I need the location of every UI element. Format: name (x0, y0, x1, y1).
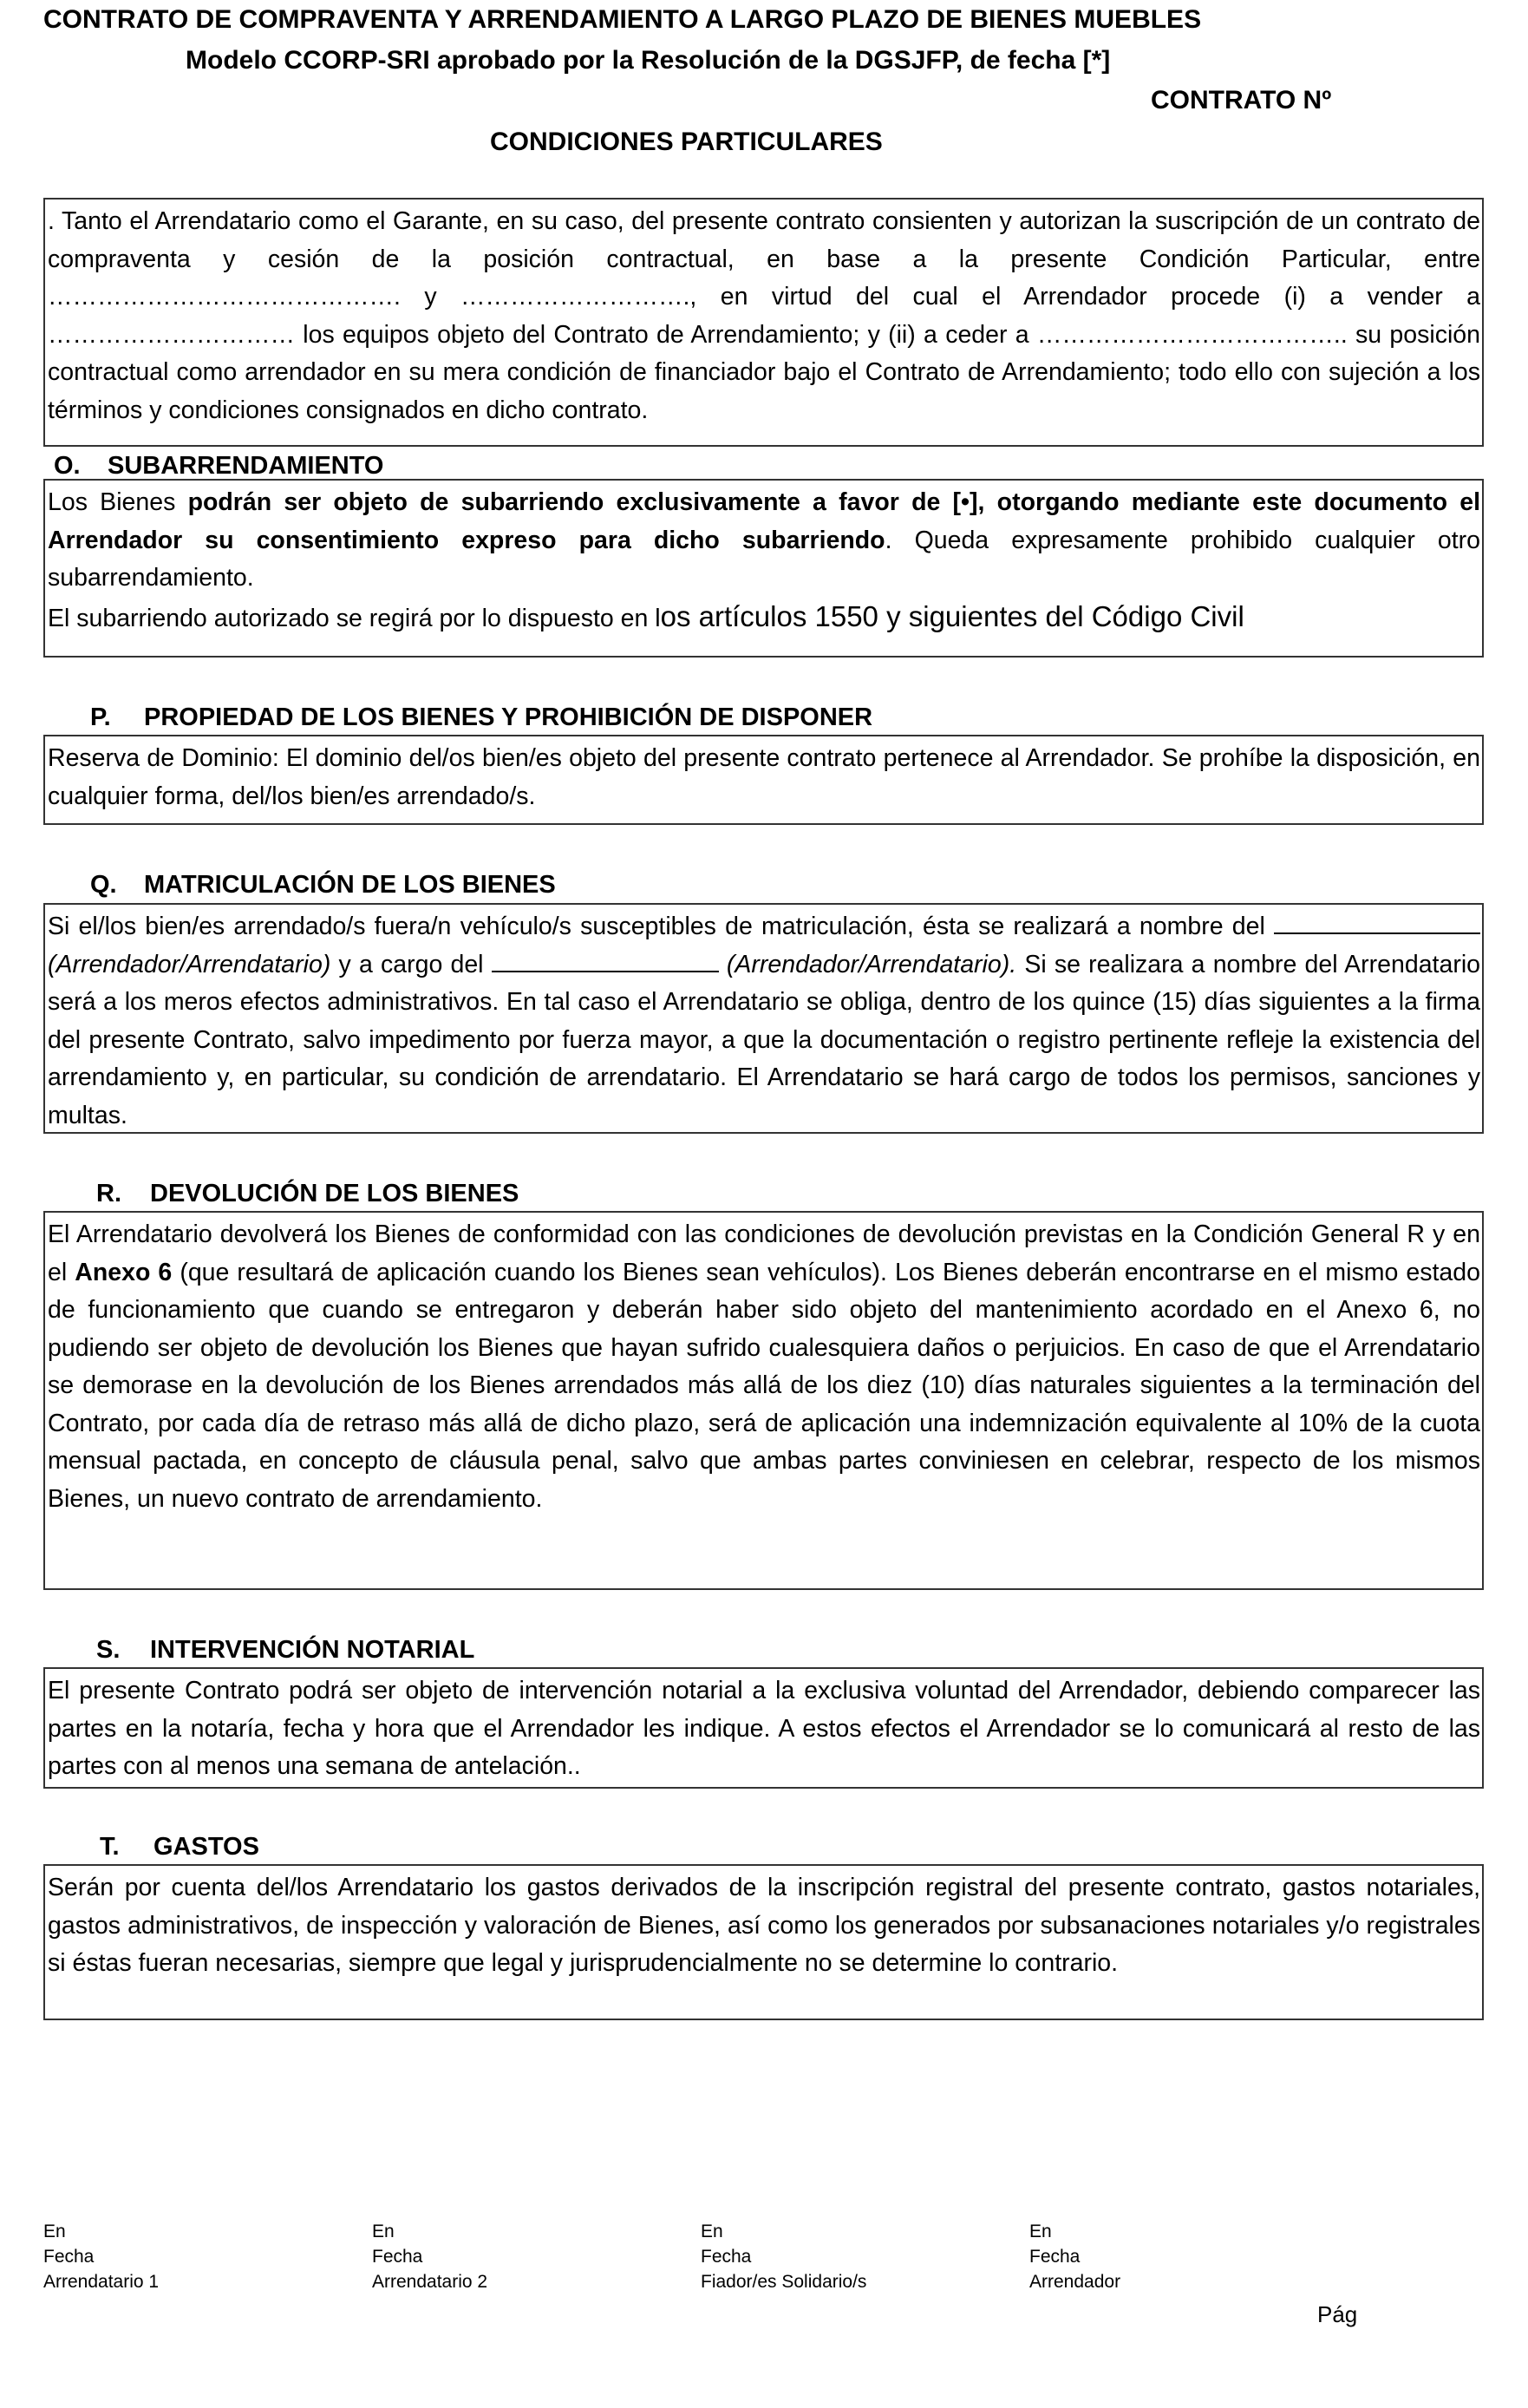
signature-date: Fecha (701, 2247, 752, 2267)
signature-block-fiador (701, 2219, 866, 2294)
contract-number-label: CONTRATO Nº (1151, 86, 1332, 115)
section-q-box (43, 903, 1484, 1134)
section-q-text-c: Si se realizara a nombre del Arrendatario será a los meros efectos administrativos. En tal caso el Arrendatario se obliga, dentro de los quince (15) días siguientes a la firma del presente Contrato, salvo impedimento por fuerza mayor, a que la documentación o registro pertinente refleje la existencia del arrendamiento y, en particular, su condición de arrendatario. El Arrendatario se hará cargo de todos los permisos, sanciones y multas. (48, 950, 1480, 1129)
section-o-p2-text: El subarriendo autorizado se regirá por lo dispuesto en l (48, 604, 661, 632)
section-q-heading (90, 869, 556, 900)
section-q-title: MATRICULACIÓN DE LOS BIENES (144, 871, 556, 899)
section-r-body (48, 1216, 1480, 1518)
section-s-title: INTERVENCIÓN NOTARIAL (150, 1636, 475, 1664)
section-r-text-b: (que resultará de aplicación cuando los Bienes sean vehículos). Los Bienes deberán encontrarse en el mismo estado de funcionamiento que cuando se entregaron y deberán haber sido objeto del mantenimiento acordado en el Anexo 6, no pudiendo ser objeto de devolución los Bienes que hayan sufrido cualesquiera daños o perjuicios. En caso de que el Arrendatario se demorase en la devolución de los Bienes arrendados más allá de los diez (10) días naturales siguientes a la terminación del Contrato, por cada día de retraso más allá de dicho plazo, será de aplicación una indemnización equivalente al 10% de la cuota mensual pactada, en concepto de cláusula penal, salvo que ambas partes conviniesen en celebrar, respecto de los mismos Bienes, un nuevo contrato de arrendamiento. (48, 1258, 1480, 1513)
signature-place: En (701, 2222, 723, 2241)
section-o-title: SUBARRENDAMIENTO (108, 452, 384, 480)
document-title: CONTRATO DE COMPRAVENTA Y ARRENDAMIENTO A LARGO PLAZO DE BIENES MUEBLES (43, 5, 1202, 34)
signature-block-arrendatario-2 (372, 2219, 487, 2294)
section-s-heading (96, 1634, 474, 1665)
signature-place: En (372, 2222, 395, 2241)
section-q-text-b: y a cargo del (330, 950, 492, 978)
section-r-letter: R. (96, 1180, 121, 1207)
signature-place: En (1029, 2222, 1052, 2241)
signature-party: Fiador/es Solidario/s (701, 2272, 867, 2292)
section-t-heading (100, 1831, 259, 1862)
section-o-heading (54, 450, 383, 481)
signature-party: Arrendatario 2 (372, 2272, 488, 2292)
section-p-letter: P. (90, 703, 111, 731)
section-r-heading (96, 1178, 519, 1209)
section-s-box (43, 1667, 1484, 1789)
model-line: Modelo CCORP-SRI aprobado por la Resolución de la DGSJFP, de fecha [*] (186, 46, 1111, 75)
section-p-heading (90, 702, 872, 733)
section-p-body: Reserva de Dominio: El dominio del/os bien/es objeto del presente contrato pertenece al Arrendador. Se prohíbe la disposición, en cualquier forma, del/los bien/es arrendado/s. (48, 744, 1480, 810)
section-o-paragraph-1 (48, 484, 1480, 598)
section-o-text: Los Bienes (48, 488, 188, 516)
signature-block-arrendador (1029, 2219, 1120, 2294)
section-p-box (43, 735, 1484, 825)
section-s-body: El presente Contrato podrá ser objeto de intervención notarial a la exclusiva voluntad del Arrendador, debiendo comparecer las partes en la notaría, fecha y hora que el Arrendador les indique. A estos efectos el Arrendador se lo comunicará al resto de las partes con al menos una semana de antelación.. (48, 1677, 1480, 1780)
section-o-p2-articles: os artículos 1550 y siguientes del Código Civil (660, 599, 1244, 632)
signature-date: Fecha (372, 2247, 423, 2267)
signature-party: Arrendador (1029, 2272, 1121, 2292)
section-r-box (43, 1211, 1484, 1590)
section-o-text-end: . Queda expresamente prohibido cualquier otro subarrendamiento. (48, 526, 1481, 592)
registration-cost-blank[interactable] (492, 950, 719, 972)
signature-date: Fecha (1029, 2247, 1081, 2267)
section-q-body (48, 908, 1480, 1135)
page-number-label: Pág (1317, 2301, 1358, 2327)
conditions-heading: CONDICIONES PARTICULARES (490, 128, 883, 156)
section-q-letter: Q. (90, 871, 117, 899)
section-q-text-a: Si el/los bien/es arrendado/s fuera/n vehículo/s susceptibles de matriculación, ésta se realizará a nombre del (48, 913, 1274, 940)
section-t-title: GASTOS (153, 1833, 259, 1861)
section-p-title: PROPIEDAD DE LOS BIENES Y PROHIBICIÓN DE DISPONER (144, 703, 873, 731)
section-o-paragraph-2 (48, 598, 1480, 638)
section-t-box (43, 1864, 1484, 2020)
signature-block-arrendatario-1 (43, 2219, 159, 2294)
section-q-italic-2: (Arrendador/Arrendatario). (726, 950, 1017, 978)
registration-name-blank[interactable] (1274, 912, 1480, 934)
signature-date: Fecha (43, 2247, 95, 2267)
section-o-letter: O. (54, 452, 81, 480)
section-o-bold-text: podrán ser objeto de subarriendo exclusivamente a favor de [•], otorgando mediante este documento el Arrendador su consentimiento expreso para dicho subarriendo (48, 488, 1480, 554)
section-r-text-a: El Arrendatario devolverá los Bienes de conformidad con las condiciones de devolución previstas en la Condición General R y en el (48, 1220, 1480, 1286)
clause-n-box (43, 198, 1484, 447)
section-t-body: Serán por cuenta del/los Arrendatario los gastos derivados de la inscripción registral del presente contrato, gastos notariales, gastos administrativos, de inspección y valoración de Bienes, así como los generados por subsanaciones notariales y/o registrales si éstas fueran necesarias, siempre que legal y jurisprudencialmente no se determine lo contrario. (48, 1874, 1480, 1977)
signature-party: Arrendatario 1 (43, 2272, 160, 2292)
section-q-italic-1: (Arrendador/Arrendatario) (48, 950, 331, 978)
section-s-letter: S. (96, 1636, 121, 1664)
section-r-annex-ref: Anexo 6 (75, 1258, 173, 1286)
section-r-title: DEVOLUCIÓN DE LOS BIENES (150, 1180, 519, 1207)
section-t-letter: T. (100, 1833, 120, 1861)
signature-place: En (43, 2222, 66, 2241)
clause-n-body: . Tanto el Arrendatario como el Garante, en su caso, del presente contrato consienten y autorizan la suscripción de un contrato de compraventa y cesión de la posición contractual, en base a la presente Condición Particular, entre ……………………………………. y ………………………., en virtud del cual el Arrendador procede (i) a vender a ………………………… los equipos objeto del Contrato de Arrendamiento; y (ii) a ceder a ……………………………….. su posición contractual como arrendador en su mera condición de financiador bajo el Contrato de Arrendamiento; todo ello con sujeción a los términos y condiciones consignados en dicho contrato. (48, 207, 1480, 424)
section-o-box (43, 479, 1484, 658)
